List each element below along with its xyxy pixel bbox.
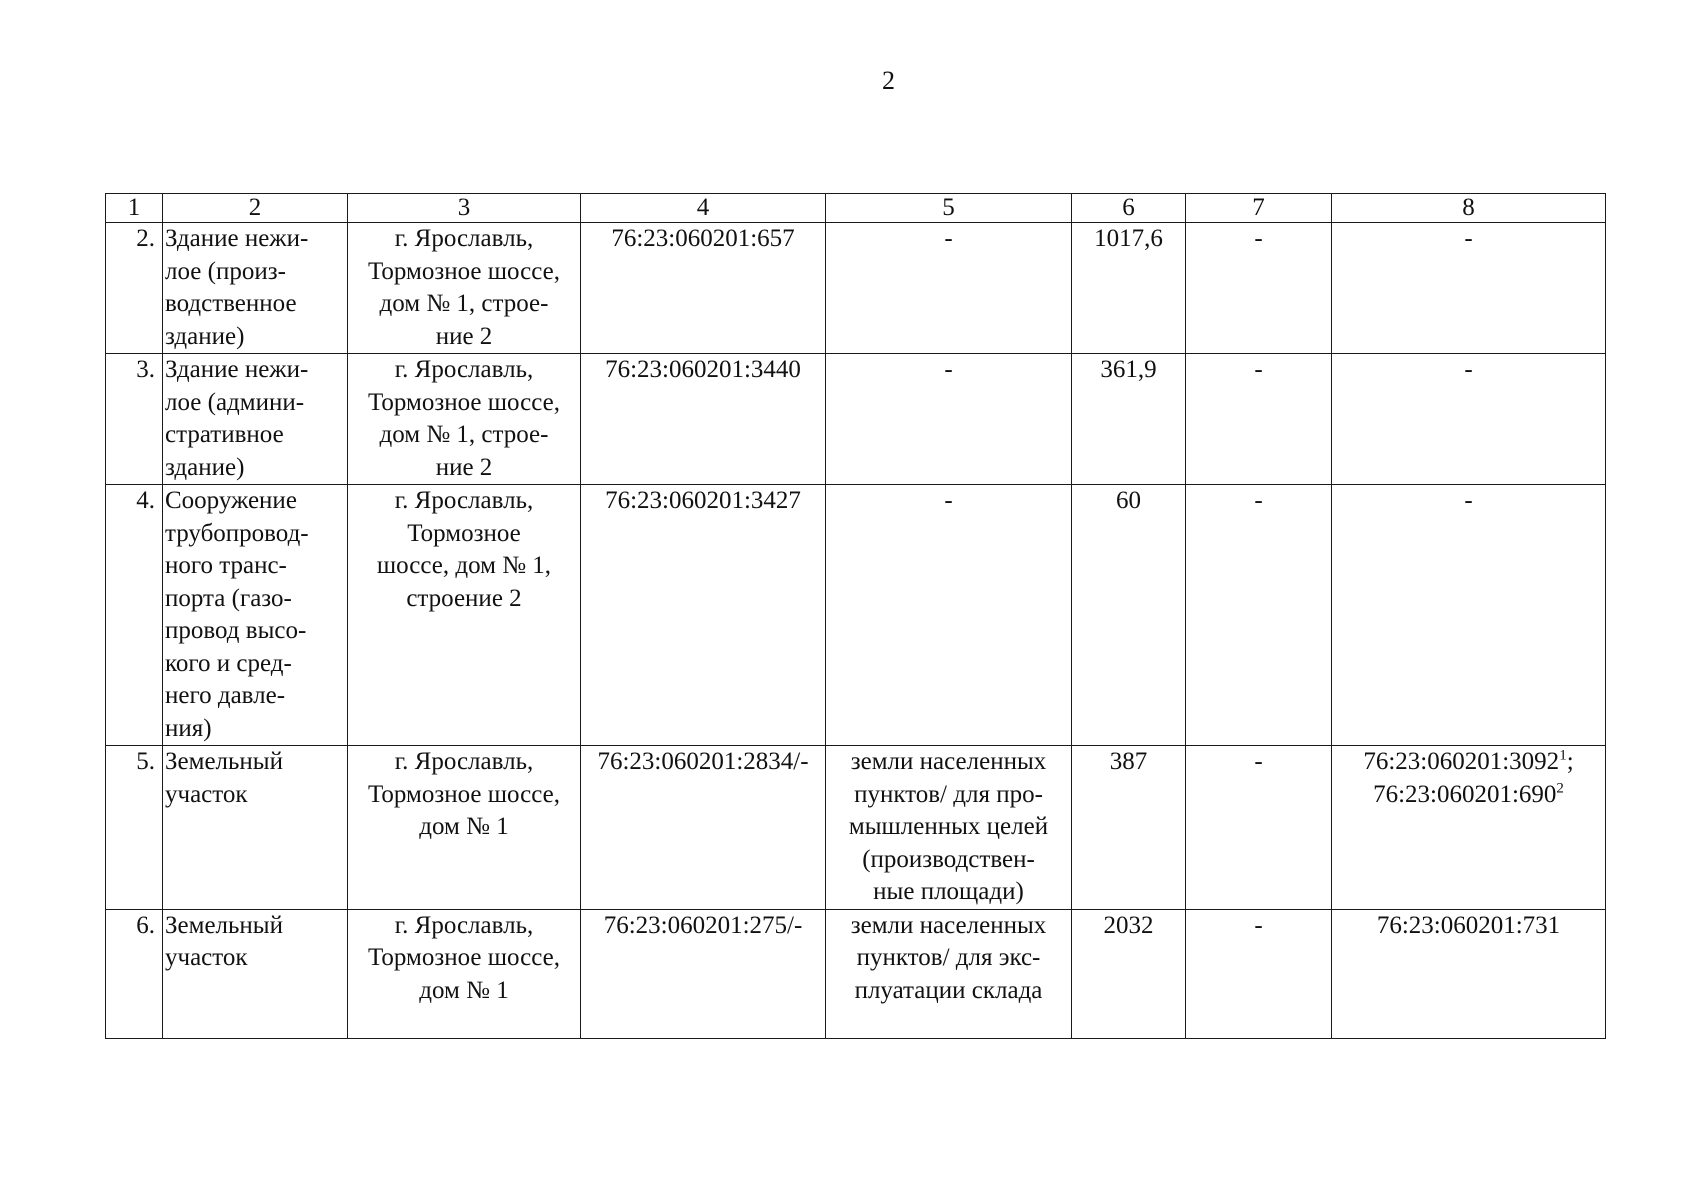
object-name-line: провод высо- [165, 617, 307, 644]
cadastral-number-cell: 76:23:060201:2834/- [581, 746, 826, 910]
object-name-line: Земельный [165, 911, 283, 939]
object-name-cell [163, 354, 348, 485]
address-line: г. Ярославль, [394, 487, 534, 514]
related-objects-cell [1332, 909, 1606, 1038]
address-line: Тормозное шоссе, [368, 944, 560, 971]
object-name-cell [163, 485, 348, 746]
land-category-line: пунктов/ для экс- [856, 944, 1041, 971]
table-row [106, 746, 1606, 910]
object-name-line: водственное [165, 290, 297, 317]
address-line: г. Ярославль, [394, 911, 534, 939]
object-name-line: лое (произ- [165, 257, 286, 285]
row-number-cell: 2. [106, 223, 163, 354]
cadastral-number-cell: 76:23:060201:275/- [581, 909, 826, 1038]
column-header: 6 [1072, 194, 1186, 223]
land-category-line: - [944, 356, 953, 383]
related-object-line [1334, 779, 1603, 812]
footnote-mark: 1 [1559, 747, 1567, 764]
land-category-line: плуатации склада [854, 976, 1043, 1004]
object-name-line: здание) [165, 453, 245, 481]
table-row [106, 223, 1606, 354]
row-number-cell: 3. [106, 354, 163, 485]
address-cell [348, 354, 581, 485]
related-object-number: 76:23:060201:690 [1373, 780, 1557, 808]
object-name-line: лое (админи- [165, 388, 305, 416]
address-line: дом № 1, строе- [379, 421, 549, 448]
table-row [106, 909, 1606, 1038]
area-cell: 361,9 [1072, 354, 1186, 485]
land-category-line: земли населенных [850, 748, 1047, 775]
address-line: дом № 1 [419, 976, 509, 1004]
page-number: 2 [882, 66, 895, 95]
related-object-number: 76:23:060201:731 [1376, 911, 1561, 939]
related-object-line [1334, 485, 1603, 518]
column-7-cell: - [1186, 354, 1332, 485]
object-name-line: трубопровод- [165, 519, 309, 547]
address-line: Тормозное шоссе, [368, 257, 560, 285]
address-line: дом № 1 [419, 813, 509, 840]
object-name-line: стративное [165, 421, 284, 448]
address-cell [348, 746, 581, 910]
object-name-line: ния) [165, 714, 212, 742]
address-line: г. Ярославль, [394, 748, 534, 775]
table-row [106, 485, 1606, 746]
object-name-line: участок [165, 944, 248, 971]
land-category-cell [826, 485, 1072, 746]
area-cell: 387 [1072, 746, 1186, 910]
object-name-cell [163, 746, 348, 910]
object-name-line: Здание нежи- [165, 225, 309, 252]
column-header: 2 [163, 194, 348, 223]
object-name-line: участок [165, 780, 248, 808]
column-7-cell: - [1186, 909, 1332, 1038]
related-object-number: 76:23:060201:3092 [1363, 748, 1560, 775]
land-category-cell [826, 223, 1072, 354]
land-category-line: земли населенных [850, 911, 1047, 939]
land-category-cell [826, 746, 1072, 910]
header-row [106, 194, 1606, 223]
column-header: 7 [1186, 194, 1332, 223]
column-7-cell: - [1186, 485, 1332, 746]
related-object-line [1334, 223, 1603, 256]
object-name-line: здание) [165, 322, 245, 350]
related-objects-cell [1332, 354, 1606, 485]
land-category-line: - [944, 225, 953, 252]
related-object-line [1334, 746, 1603, 779]
related-object-number: - [1464, 356, 1473, 383]
object-name-line: ного транс- [165, 552, 287, 579]
row-number-cell: 6. [106, 909, 163, 1038]
column-header: 8 [1332, 194, 1606, 223]
table-row [106, 354, 1606, 485]
object-name-line: кого и сред- [165, 649, 292, 677]
land-category-line: мышленных целей [848, 813, 1049, 840]
address-line: Тормозное шоссе, [368, 388, 560, 416]
address-cell [348, 909, 581, 1038]
land-category-line: пунктов/ для про- [854, 780, 1043, 808]
address-cell [348, 223, 581, 354]
land-category-line: - [944, 487, 953, 514]
object-name-line: Сооружение [165, 487, 297, 514]
object-name-cell [163, 223, 348, 354]
row-number-cell: 5. [106, 746, 163, 910]
column-header: 3 [348, 194, 581, 223]
land-category-line: ные площади) [873, 878, 1024, 905]
related-object-number: - [1464, 487, 1473, 514]
object-name-line: него давле- [165, 682, 286, 709]
related-objects-cell [1332, 485, 1606, 746]
column-header: 5 [826, 194, 1072, 223]
related-object-line [1334, 354, 1603, 387]
address-line: ние 2 [435, 322, 493, 350]
object-name-cell [163, 909, 348, 1038]
column-header: 4 [581, 194, 826, 223]
address-line: строение 2 [406, 584, 522, 612]
column-header: 1 [106, 194, 163, 223]
object-name-line: порта (газо- [165, 584, 292, 612]
column-7-cell: - [1186, 746, 1332, 910]
address-line: ние 2 [435, 453, 493, 481]
object-name-line: Земельный [165, 748, 283, 775]
address-line: дом № 1, строе- [379, 290, 549, 317]
object-name-line: Здание нежи- [165, 356, 309, 383]
separator: ; [1566, 748, 1574, 775]
property-table [105, 193, 1606, 1039]
address-line: шоссе, дом № 1, [376, 552, 552, 579]
related-object-line [1334, 910, 1603, 943]
land-category-line: (производствен- [862, 845, 1035, 873]
related-objects-cell [1332, 223, 1606, 354]
row-number-cell: 4. [106, 485, 163, 746]
address-line: Тормозное [407, 519, 521, 547]
area-cell: 2032 [1072, 909, 1186, 1038]
land-category-cell [826, 909, 1072, 1038]
address-line: г. Ярославль, [394, 356, 534, 383]
cadastral-number-cell: 76:23:060201:657 [581, 223, 826, 354]
address-line: г. Ярославль, [394, 225, 534, 252]
related-objects-cell [1332, 746, 1606, 910]
cadastral-number-cell: 76:23:060201:3440 [581, 354, 826, 485]
address-cell [348, 485, 581, 746]
related-object-number: - [1464, 225, 1473, 252]
area-cell: 1017,6 [1072, 223, 1186, 354]
cadastral-number-cell: 76:23:060201:3427 [581, 485, 826, 746]
area-cell: 60 [1072, 485, 1186, 746]
land-category-cell [826, 354, 1072, 485]
address-line: Тормозное шоссе, [368, 780, 560, 808]
column-7-cell: - [1186, 223, 1332, 354]
footnote-mark: 2 [1556, 780, 1564, 797]
